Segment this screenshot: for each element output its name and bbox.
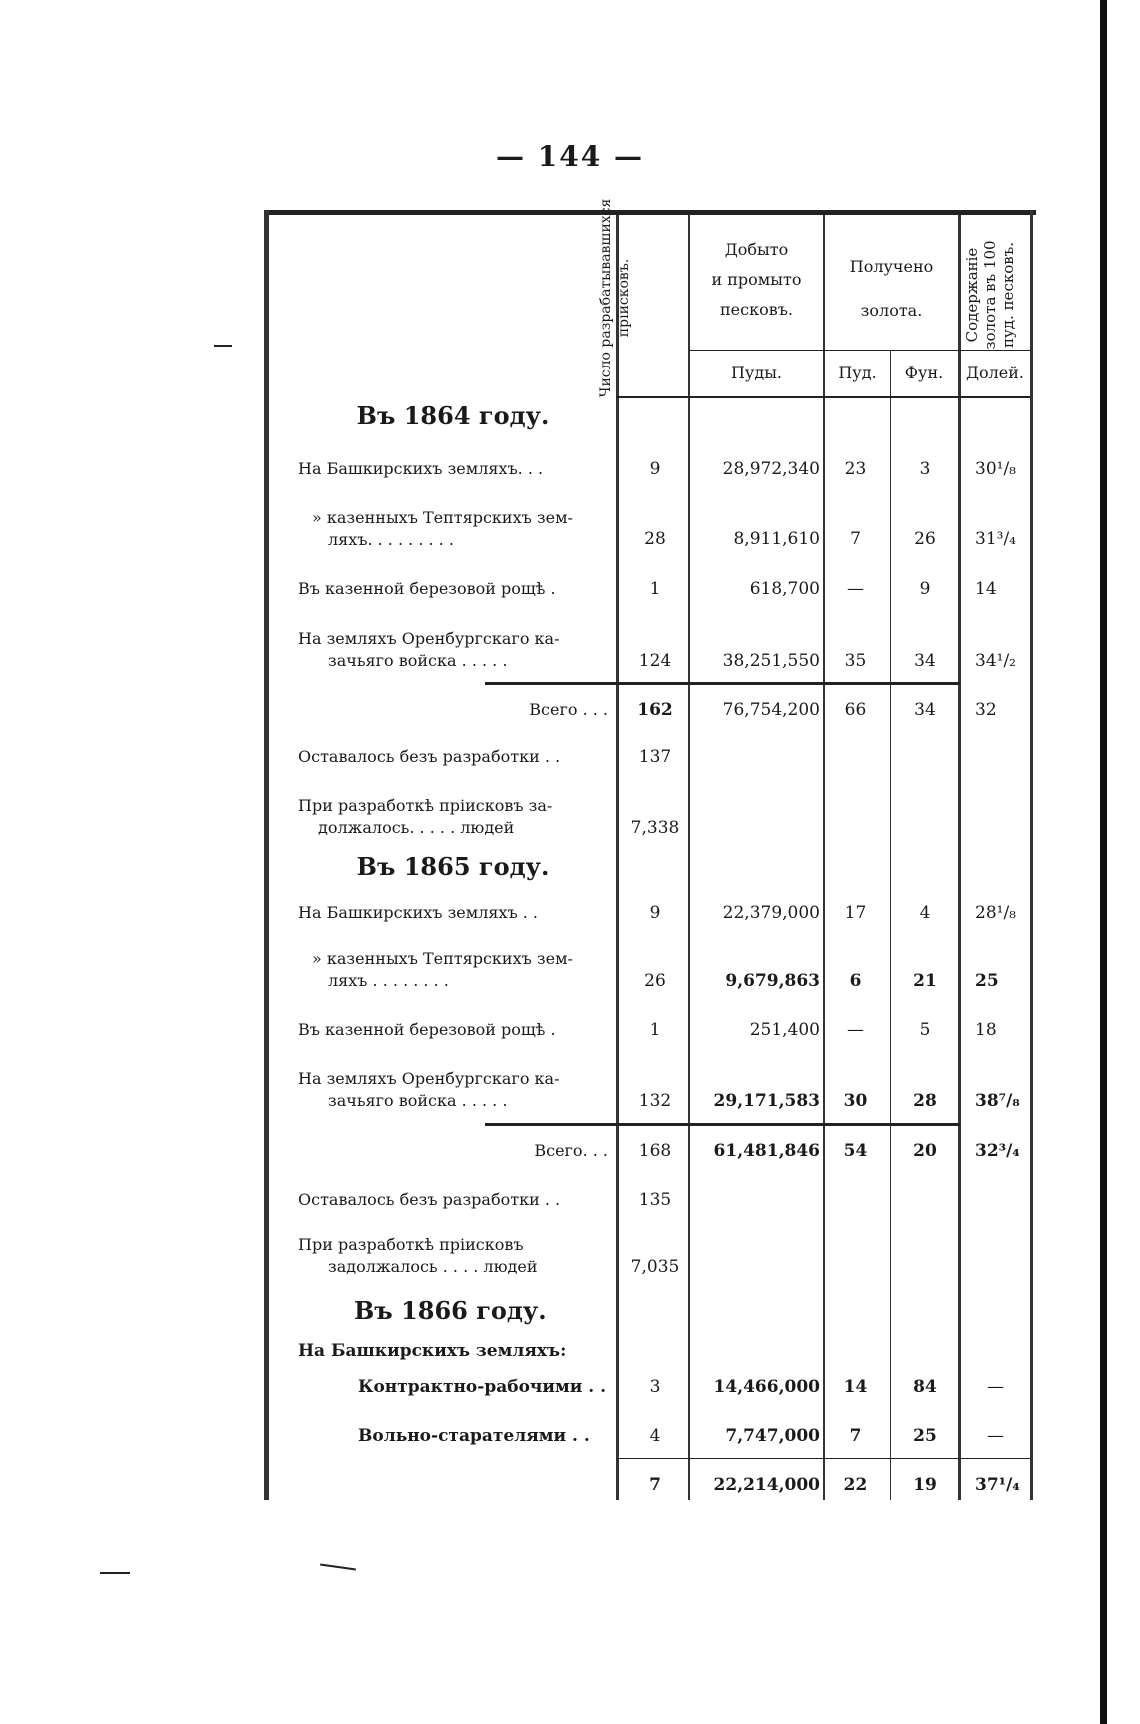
cell-mines: 3 (649, 1377, 661, 1397)
row-label: Вольно-старателями . . (358, 1426, 590, 1446)
cell-mines: 124 (638, 651, 672, 671)
cell-fun: 28 (913, 1091, 937, 1111)
cell-sands: 28,972,340 (722, 459, 820, 479)
cell-fun: 34 (914, 700, 936, 720)
cell-pud: 17 (844, 903, 867, 923)
cell-mines: 28 (644, 529, 666, 549)
total-rule-1865 (485, 1123, 960, 1126)
cell-mines: 162 (637, 700, 673, 720)
row-label-line-2: задолжалось . . . . людей (328, 1257, 538, 1276)
header-sands (690, 235, 823, 325)
row-label-line-2: должалось. . . . . людей (318, 818, 515, 837)
row-label (298, 948, 608, 992)
cell-doley: 30¹/₈ (975, 459, 1016, 479)
table-top-rule (266, 210, 1036, 215)
header-gold-2: золота. (860, 301, 923, 320)
cell-pud: 23 (844, 459, 867, 479)
row-label-line-1: На земляхъ Оренбургскаго ка- (298, 629, 560, 648)
row-label: Контрактно-рабочими . . (358, 1377, 607, 1397)
cell-doley: 14 (975, 579, 997, 599)
cell-fun: 25 (913, 1426, 937, 1446)
header-unit-pud: Пуд. (838, 363, 877, 382)
cell-pud: 14 (843, 1377, 868, 1397)
row-label-line-1: На земляхъ Оренбургскаго ка- (298, 1069, 560, 1088)
header-gold-1: Получено (849, 257, 934, 276)
cell-sands: 7,747,000 (725, 1426, 820, 1446)
cell-fun: 5 (919, 1020, 931, 1040)
row-label-line-2: ляхъ. . . . . . . . . (328, 530, 454, 549)
header-unit-puds: Пуды. (730, 363, 783, 382)
row-label (298, 1234, 608, 1278)
cell-mines: 9 (649, 903, 661, 923)
cell-sands: 38,251,550 (722, 651, 820, 671)
header-gold-content: Содержаніе золота въ 100 пуд. песковъ. (963, 240, 1017, 350)
cell-fun: 19 (913, 1475, 937, 1495)
cell-sands: 22,214,000 (713, 1475, 820, 1495)
cell-doley: 18 (975, 1020, 997, 1040)
cell-sands: 14,466,000 (713, 1377, 820, 1397)
row-label-line-1: » казенныхъ Тептярскихъ зем- (312, 949, 573, 968)
cell-doley: 38⁷/₈ (975, 1091, 1020, 1111)
header-sands-3: песковъ. (720, 300, 793, 319)
cell-doley: 25 (975, 971, 999, 991)
cell-mines: 1 (649, 1020, 661, 1040)
year-heading-1865: Въ 1865 году. (356, 852, 550, 881)
cell-sands: 29,171,583 (713, 1091, 820, 1111)
cell-pud: 35 (844, 651, 867, 671)
col-sep-2 (688, 215, 690, 1500)
cell-doley: 37¹/₄ (975, 1475, 1020, 1495)
cell-doley: 31³/₄ (975, 529, 1016, 549)
cell-pud: 7 (850, 529, 861, 549)
total-rule-1866 (616, 1458, 1030, 1459)
group-label-bashkir: На Башкирскихъ земляхъ: (298, 1341, 567, 1361)
cell-sands: 251,400 (749, 1020, 820, 1040)
row-label: Въ казенной березовой рощѣ . (298, 579, 556, 598)
cell-pud: 22 (843, 1475, 868, 1495)
row-label (298, 795, 608, 839)
row-label-line-2: зачьяго войска . . . . . (328, 1091, 508, 1110)
row-label: Оставалось безъ разработки . . (298, 1190, 561, 1209)
cell-fun: 4 (919, 903, 931, 923)
table-left-rule (264, 210, 269, 1500)
cell-mines: 7 (649, 1475, 661, 1495)
cell-doley: — (987, 1426, 1004, 1446)
cell-fun: 21 (913, 971, 937, 991)
row-label (298, 507, 608, 551)
cell-mines: 4 (649, 1426, 661, 1446)
total-rule-1864 (485, 682, 960, 685)
cell-fun: 9 (919, 579, 931, 599)
row-label-line-2: ляхъ . . . . . . . . (328, 971, 449, 990)
cell-fun: 34 (914, 651, 936, 671)
col-sep-5 (958, 215, 961, 1500)
header-mines-count: Число разрабатывавшихся пріисковъ. (598, 198, 632, 398)
header-unit-doley: Долей. (965, 363, 1025, 382)
cell-mines: 7,035 (630, 1257, 680, 1277)
scan-mark (100, 1572, 130, 1574)
page-edge-rule (1100, 0, 1107, 1724)
header-unit-fun: Фун. (904, 363, 944, 382)
row-label-total: Всего. . . (534, 1141, 608, 1160)
row-label (298, 1068, 608, 1112)
row-label-total: Всего . . . (529, 700, 608, 719)
year-heading-1864: Въ 1864 году. (356, 401, 550, 430)
scan-mark (214, 345, 232, 347)
cell-sands: 76,754,200 (722, 700, 820, 720)
row-label-line-1: При разработкѣ пріисковъ за- (298, 796, 553, 815)
year-heading-1866: Въ 1866 году. (354, 1296, 547, 1325)
row-label-line-1: При разработкѣ пріисковъ (298, 1235, 524, 1254)
cell-mines: 26 (644, 971, 666, 991)
cell-mines: 1 (649, 579, 661, 599)
col-sep-3 (823, 215, 825, 1500)
cell-sands: 618,700 (749, 579, 820, 599)
row-label-line-1: » казенныхъ Тептярскихъ зем- (312, 508, 573, 527)
cell-mines: 7,338 (630, 818, 680, 838)
row-label: На Башкирскихъ земляхъ . . (298, 903, 539, 922)
cell-doley: 32³/₄ (975, 1141, 1020, 1161)
cell-pud: — (847, 579, 864, 599)
cell-doley: 28¹/₈ (975, 903, 1016, 923)
table-right-rule (1030, 210, 1033, 1500)
row-label: На Башкирскихъ земляхъ. . . (298, 459, 544, 478)
cell-pud: — (847, 1020, 864, 1040)
page-number: — 144 — (496, 140, 644, 173)
cell-doley: 34¹/₂ (975, 651, 1016, 671)
cell-sands: 22,379,000 (722, 903, 820, 923)
header-gold (825, 245, 958, 333)
header-bottom-rule (616, 396, 1030, 398)
cell-sands: 8,911,610 (733, 529, 820, 549)
cell-mines: 132 (638, 1091, 672, 1111)
cell-mines: 168 (638, 1141, 672, 1161)
cell-mines: 9 (649, 459, 661, 479)
cell-mines: 137 (638, 747, 672, 767)
col-sep-4 (890, 350, 891, 1500)
row-label: Оставалось безъ разработки . . (298, 747, 561, 766)
header-sands-1: Добыто (724, 240, 789, 259)
cell-pud: 66 (844, 700, 867, 720)
cell-mines: 135 (638, 1190, 672, 1210)
cell-doley: 32 (975, 700, 997, 720)
scan-mark (320, 1564, 356, 1571)
row-label: Въ казенной березовой рощѣ . (298, 1020, 556, 1039)
row-label (298, 628, 608, 672)
cell-pud: 6 (849, 971, 862, 991)
cell-fun: 3 (919, 459, 931, 479)
cell-doley: — (987, 1377, 1004, 1397)
cell-fun: 20 (913, 1141, 937, 1161)
cell-sands: 61,481,846 (713, 1141, 820, 1161)
cell-pud: 54 (843, 1141, 868, 1161)
cell-fun: 84 (913, 1377, 937, 1397)
cell-pud: 7 (849, 1426, 862, 1446)
row-label-line-2: зачьяго войска . . . . . (328, 651, 508, 670)
header-sands-2: и промыто (711, 270, 802, 289)
cell-fun: 26 (914, 529, 936, 549)
cell-sands: 9,679,863 (725, 971, 820, 991)
cell-pud: 30 (843, 1091, 868, 1111)
